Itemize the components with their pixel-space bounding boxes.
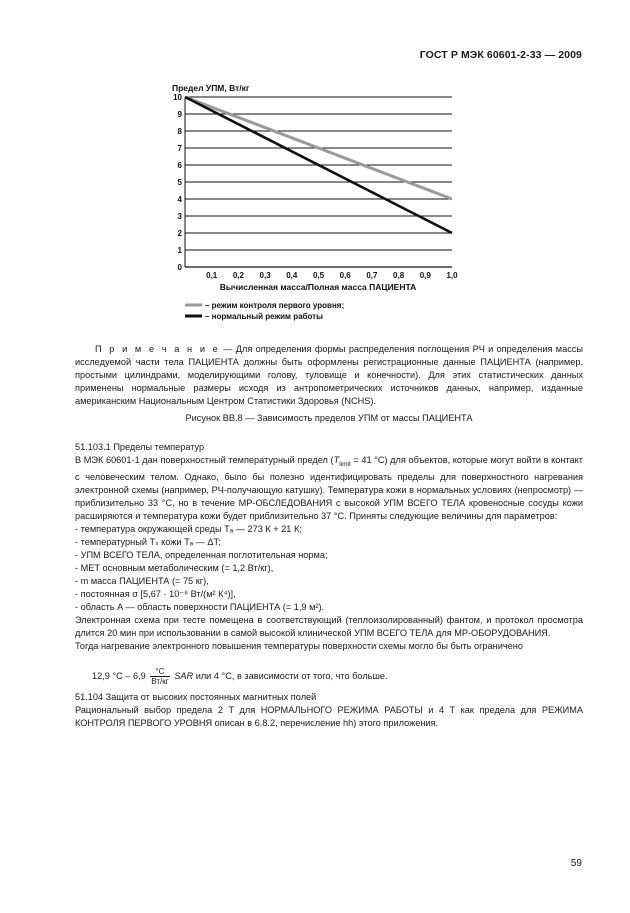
y-tick-label: 2: [177, 229, 182, 238]
parameter-item: - постоянная σ [5,67 · 10⁻⁸ Вт/(м² К⁴)],: [75, 588, 236, 599]
parameter-list: [75, 523, 583, 614]
parameter-item: - УПМ ВСЕГО ТЕЛА, определенная поглотительная норма;: [75, 549, 328, 560]
figure-caption: Рисунок ВВ.8 — Зависимость пределов УПМ от массы ПАЦИЕНТА: [185, 413, 473, 423]
symbol-sub: limit: [339, 460, 351, 468]
paragraph-text: В МЭК 60601-1 дан поверхностный температурный предел (: [75, 455, 334, 465]
paragraph-text: Тогда нагревание электронного повышения температуры поверхности схемы могло бы быть ограничено: [75, 640, 523, 651]
y-tick-label: 0: [177, 263, 182, 272]
x-tick-label: 0,3: [259, 271, 271, 280]
symbol-t: T: [333, 455, 340, 465]
x-tick-label: 0,4: [286, 271, 298, 280]
sar-limit-chart: [0, 0, 630, 330]
note-text: — Для определения формы распределения поглощения РЧ и определения массы исследуемой части тела ПАЦИЕНТА должны быть оформлены регистрационные данные ПАЦИЕНТА (например, простыми цилиндрами, моделирующими голову, туловище и конечности). Для этих статистических данных применены нормальные размеры исходя из антропометрических источников данных, например, изданные американским Национальным Центром Статистики Здоровья (NCHS).: [75, 344, 583, 406]
y-tick-label: 3: [177, 212, 182, 221]
x-tick-label: 0,8: [393, 271, 405, 280]
x-tick-label: 0,1: [206, 271, 218, 280]
paragraph-text: Электронная схема при тесте помещена в соответствующий (теплоизолированный) фантом, и протокол просмотра длится 20 мин при использовании в самой высокой клинической УПМ ВСЕГО ТЕЛА для МР-ОБОРУДОВАНИЯ.: [75, 614, 583, 638]
x-tick-label: 1,0: [446, 271, 458, 280]
formula-fraction: [150, 667, 169, 686]
legend-label: – режим контроля первого уровня;: [205, 301, 345, 310]
chart-x-axis-title: Вычисленная масса/Полная масса ПАЦИЕНТА: [219, 282, 417, 292]
parameter-item: - температура окружающей среды Tₐ — 273 К + 21 К;: [75, 523, 302, 534]
y-tick-label: 4: [177, 195, 182, 204]
chart-y-ticks: [173, 93, 182, 272]
parameter-item: - температурный Tₛ кожи Tₐ — ΔT;: [75, 536, 221, 547]
chart-y-axis-title: Предел УПМ, Вт/кг: [172, 83, 250, 93]
paragraph-text: Рациональный выбор предела 2 T для НОРМАЛЬНОГО РЕЖИМА РАБОТЫ и 4 T как предела для РЕЖИМА КОНТРОЛЯ ПЕРВОГО УРОВНЯ описан в 6.8.2, перечисление hh) этого приложения.: [75, 705, 583, 728]
x-tick-label: 0,6: [339, 271, 351, 280]
y-tick-label: 9: [177, 110, 182, 119]
section-heading: 51.104 Защита от высоких постоянных магнитных полей: [75, 692, 317, 702]
x-tick-label: 0,7: [366, 271, 378, 280]
chart-x-ticks: [206, 271, 458, 280]
y-tick-label: 6: [177, 161, 182, 170]
fraction-numerator: °С: [150, 667, 169, 677]
section-51-104: [75, 691, 583, 730]
formula-part: или 4 °С, в зависимости от того, что больше.: [193, 670, 388, 681]
paragraph-text: = 41 °С) для объектов, которые могут войти в контакт с человеческим телом. Однако, было бы полезно идентифицировать пределы для поверхностного нагревания электронной схемы (например, РЧ-получающую катушку). Температура кожи в нормальных условиях (непросмотр) — приблизительно 33 °С, но в течение МР-ОБСЛЕДОВАНИЯ с высокой УПМ ВСЕГО ТЕЛА кровеносные сосуды кожи расширяются и температура кожи будет приблизительно 37 °С. Приняты следующие величины для параметров:: [75, 455, 583, 521]
note-label: П р и м е ч а н и е: [95, 344, 220, 354]
x-tick-label: 0,5: [312, 271, 325, 280]
x-tick-label: 0,2: [232, 271, 244, 280]
y-tick-label: 8: [177, 127, 182, 136]
y-tick-label: 5: [177, 178, 182, 187]
section-51-103-1: [75, 441, 583, 653]
document-header: ГОСТ Р МЭК 60601-2-33 — 2009: [419, 49, 582, 61]
formula-part: 12,9 °С – 6,9: [92, 670, 146, 681]
parameter-item: - m масса ПАЦИЕНТА (= 75 кг),: [75, 575, 209, 586]
y-tick-label: 10: [173, 93, 182, 102]
parameter-item: - область A — область поверхности ПАЦИЕНТА (= 1,9 м²).: [75, 601, 325, 612]
formula-sar: SAR: [174, 670, 194, 681]
y-tick-label: 7: [177, 144, 182, 153]
chart-legend: [185, 301, 344, 321]
y-tick-label: 1: [177, 246, 182, 255]
temperature-formula: [92, 667, 388, 686]
legend-label: – нормальный режим работы: [205, 312, 323, 321]
chart-grid: [185, 97, 452, 267]
x-tick-label: 0,9: [419, 271, 431, 280]
figure-note: [75, 343, 583, 408]
fraction-denominator: Вт/кг: [151, 677, 169, 686]
section-heading: 51.103.1 Пределы температур: [75, 442, 205, 452]
parameter-item: - МЕТ основным метаболическим (= 1,2 Вт/кг),: [75, 562, 274, 573]
page-number: 59: [570, 858, 582, 869]
